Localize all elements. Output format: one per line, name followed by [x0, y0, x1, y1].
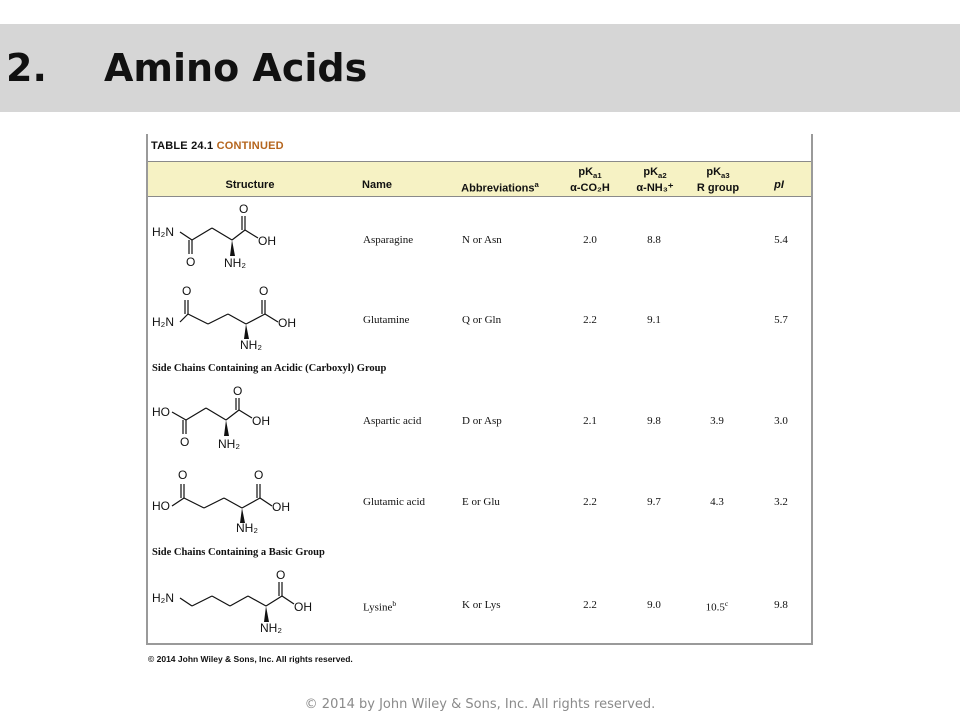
row-aspartic-pka1: 2.1 — [583, 415, 597, 427]
header-pka1-sub: a1 — [593, 171, 602, 181]
header-pi: pI — [774, 179, 784, 191]
struct-label: O — [180, 435, 190, 449]
row-lysine-pi: 9.8 — [774, 599, 788, 611]
row-asparagine-name: Asparagine — [363, 234, 414, 246]
row-lysine-pka3-text: 10.5 — [705, 601, 725, 614]
struct-label: O — [186, 255, 196, 269]
struct-label: O — [178, 468, 188, 482]
struct-label: OH — [258, 234, 276, 248]
row-asparagine-pka1: 2.0 — [583, 234, 597, 246]
section-basic: Side Chains Containing a Basic Group — [152, 547, 325, 558]
structure-asparagine — [150, 200, 350, 276]
row-glutamic-pka3: 4.3 — [710, 496, 724, 508]
table-copyright: © 2014 John Wiley & Sons, Inc. All rights reserved. — [148, 654, 353, 664]
row-glutamic-pi: 3.2 — [774, 496, 788, 508]
slide-number: 2. — [6, 46, 47, 90]
struct-label: O — [259, 284, 269, 298]
struct-label: H₂N — [152, 315, 174, 329]
table-continued: CONTINUED — [216, 140, 284, 152]
struct-label: HO — [152, 499, 170, 513]
struct-label: NH₂ — [218, 437, 240, 451]
row-lysine-abbr: K or Lys — [462, 599, 501, 611]
header-abbreviations-text: Abbreviations — [461, 182, 535, 195]
row-glutamic-name: Glutamic acid — [363, 496, 426, 508]
row-lysine-pka1: 2.2 — [583, 599, 597, 611]
header-pka3-sub: a3 — [721, 171, 730, 181]
struct-label: NH₂ — [240, 338, 262, 352]
structure-glutamic-acid — [150, 466, 350, 542]
row-lysine-pka2: 9.0 — [647, 599, 661, 611]
row-aspartic-pka3: 3.9 — [710, 415, 724, 427]
slide-title: Amino Acids — [104, 46, 368, 90]
table-label — [151, 140, 284, 152]
struct-label: O — [239, 202, 249, 216]
section-acidic: Side Chains Containing an Acidic (Carboxyl) Group — [152, 363, 387, 374]
struct-label: OH — [278, 316, 296, 330]
row-aspartic-pka2: 9.8 — [647, 415, 661, 427]
struct-label: NH₂ — [224, 256, 246, 270]
row-asparagine-pi: 5.4 — [774, 234, 788, 246]
struct-label: O — [182, 284, 192, 298]
row-aspartic-pi: 3.0 — [774, 415, 788, 427]
header-abbreviations-note: a — [534, 180, 539, 189]
structure-aspartic-acid — [150, 384, 350, 460]
struct-label: HO — [152, 405, 170, 419]
header-abbreviations — [454, 179, 546, 195]
row-glutamine-pi: 5.7 — [774, 314, 788, 326]
row-glutamine-pka2: 9.1 — [647, 314, 661, 326]
row-glutamic-pka1: 2.2 — [583, 496, 597, 508]
struct-label: O — [276, 568, 286, 582]
struct-label: O — [254, 468, 264, 482]
struct-label: OH — [252, 414, 270, 428]
header-pka1-symbol: pK — [578, 166, 594, 178]
row-glutamic-pka2: 9.7 — [647, 496, 661, 508]
header-pka2 — [624, 166, 686, 194]
row-glutamic-abbr: E or Glu — [462, 496, 500, 508]
header-name: Name — [362, 179, 392, 191]
row-asparagine-abbr: N or Asn — [462, 234, 502, 246]
row-asparagine-pka2: 8.8 — [647, 234, 661, 246]
header-pka1 — [560, 166, 620, 194]
struct-label: OH — [294, 600, 312, 614]
row-lysine-pka3-note: c — [724, 599, 729, 608]
struct-label: NH₂ — [260, 621, 282, 635]
struct-label: NH₂ — [236, 521, 258, 535]
header-pka2-sub: a2 — [658, 171, 667, 181]
row-aspartic-name: Aspartic acid — [363, 415, 422, 427]
header-pka1-group: α-CO₂H — [570, 182, 610, 195]
row-aspartic-abbr: D or Asp — [462, 415, 502, 427]
table-number: TABLE 24.1 — [151, 140, 214, 152]
row-lysine-pka3 — [692, 599, 742, 614]
struct-label: H₂N — [152, 225, 174, 239]
structure-lysine — [150, 566, 350, 642]
header-pka2-group: α-NH₃⁺ — [636, 182, 674, 195]
row-glutamine-abbr: Q or Gln — [462, 314, 502, 326]
structure-glutamine — [150, 282, 350, 358]
row-lysine-name-text: Lysine — [363, 601, 393, 614]
header-pka3-group: R group — [696, 182, 740, 195]
header-pka3-symbol: pK — [706, 166, 722, 178]
slide-footer: © 2014 by John Wiley & Sons, Inc. All rights reserved. — [304, 697, 656, 712]
struct-label: H₂N — [152, 591, 174, 605]
row-glutamine-name: Glutamine — [363, 314, 410, 326]
struct-label: OH — [272, 500, 290, 514]
header-pka3 — [690, 166, 746, 194]
row-lysine-name — [363, 599, 396, 614]
struct-label: O — [233, 384, 243, 398]
row-lysine-name-note: b — [392, 599, 397, 608]
row-glutamine-pka1: 2.2 — [583, 314, 597, 326]
header-structure: Structure — [225, 179, 275, 191]
header-pka2-symbol: pK — [643, 166, 659, 178]
